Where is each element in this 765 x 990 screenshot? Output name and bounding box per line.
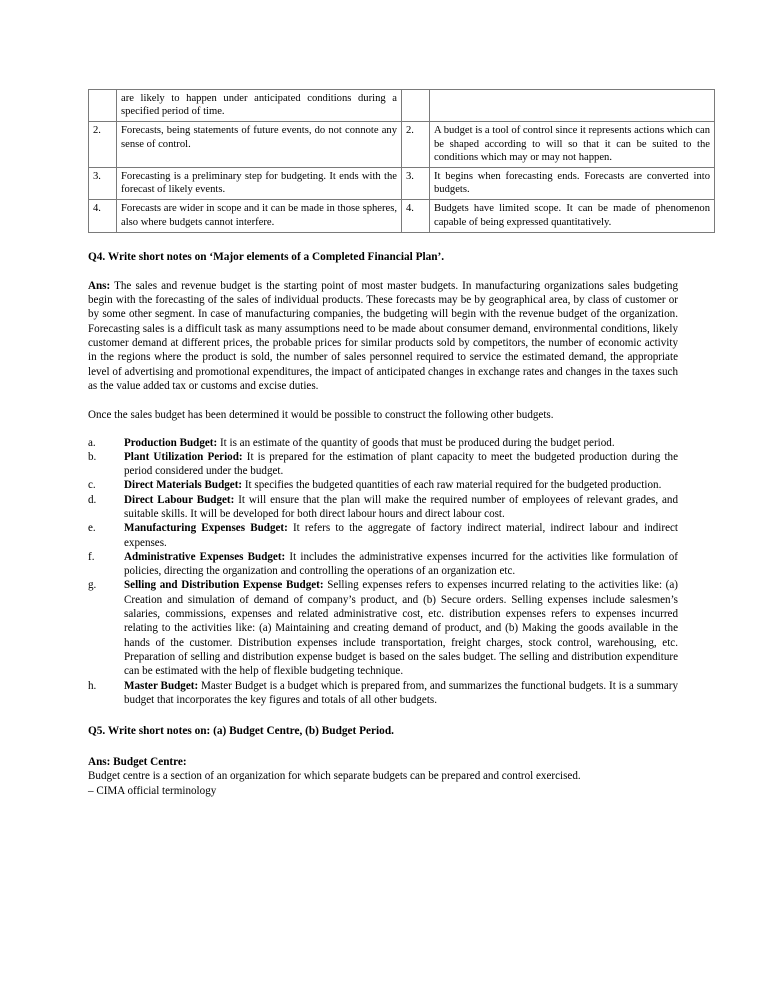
forecast-cell: Forecasting is a preliminary step for budgeting. It ends with the forecast of likely events. bbox=[117, 168, 402, 200]
list-item-term: Administrative Expenses Budget: bbox=[124, 550, 286, 563]
row-number-left: 3. bbox=[89, 168, 117, 200]
answer-line-1: Budget centre is a section of an organization for which separate budgets can be prepared and control exercised. bbox=[88, 770, 581, 783]
list-marker: b. bbox=[88, 450, 97, 463]
list-marker: e. bbox=[88, 522, 96, 535]
question-5-heading: Q5. Write short notes on: (a) Budget Centre, (b) Budget Period. bbox=[88, 725, 394, 738]
table-row bbox=[89, 122, 715, 168]
table-row bbox=[89, 90, 715, 122]
list-item-term: Manufacturing Expenses Budget: bbox=[124, 522, 288, 535]
answer-text: The sales and revenue budget is the starting point of most master budgets. In manufacturing organizations sales budgeting begin with the forecasting of the sales of individual products. These forecasts may be by geographical area, by class of customer or by some other segment. In case of manufacturing companies, the budgeting will begin with the revenue budget of the organization. Forecasting sales is a difficult task as many assumptions need to be made about consumer demand, environmental conditions, likely customer demand at different prices, the probable prices for similar products sold by competitors, the number of economic activity in the regions where the product is sold, the number of sales personnel required to service the estimated demand, the appropriate level of advertising and promotional expenditures, the impact of anticipated changes in exchange rates and changes in the taxes such as the value added tax or customs and excise duties. bbox=[88, 279, 678, 392]
page-content bbox=[88, 89, 710, 798]
list-item bbox=[88, 436, 678, 450]
list-item bbox=[88, 478, 678, 492]
forecast-cell: Forecasts, being statements of future events, do not connote any sense of control. bbox=[117, 122, 402, 168]
row-number-left bbox=[89, 90, 117, 122]
list-item-term: Direct Materials Budget: bbox=[124, 479, 243, 492]
list-marker: d. bbox=[88, 493, 97, 506]
forecast-cell: are likely to happen under anticipated conditions during a specified period of time. bbox=[117, 90, 402, 122]
budget-cell: It begins when forecasting ends. Forecasts are converted into budgets. bbox=[430, 168, 715, 200]
forecast-vs-budget-comparison-table bbox=[88, 89, 715, 233]
budget-cell bbox=[430, 90, 715, 122]
question-4-intro-paragraph: Once the sales budget has been determined it would be possible to construct the following other budgets. bbox=[88, 409, 554, 422]
list-item-term: Master Budget: bbox=[124, 679, 199, 692]
list-item-text: It is an estimate of the quantity of goods that must be produced during the budget period. bbox=[217, 436, 615, 449]
row-number-left: 4. bbox=[89, 200, 117, 232]
list-item bbox=[88, 550, 678, 579]
list-item bbox=[88, 578, 678, 678]
question-4-heading: Q4. Write short notes on ‘Major elements of a Completed Financial Plan’. bbox=[88, 250, 445, 263]
answer-label: Ans: bbox=[88, 279, 111, 292]
list-marker: f. bbox=[88, 550, 95, 563]
answer-label: Ans: Budget Centre: bbox=[88, 756, 187, 769]
list-item bbox=[88, 521, 678, 550]
row-number-right: 2. bbox=[402, 122, 430, 168]
list-marker: c. bbox=[88, 479, 96, 492]
list-item bbox=[88, 679, 678, 708]
budget-cell: A budget is a tool of control since it represents actions which can be shaped according to will so that it can be suited to the conditions which may or may not happen. bbox=[430, 122, 715, 168]
question-5-answer-block bbox=[88, 755, 678, 798]
list-item-text: It is prepared for the estimation of plant capacity to meet the budgeted production during the period considered under the budget. bbox=[124, 450, 679, 478]
row-number-right: 3. bbox=[402, 168, 430, 200]
list-item-term: Selling and Distribution Expense Budget: bbox=[124, 579, 324, 592]
answer-line-2: – CIMA official terminology bbox=[88, 784, 217, 797]
list-item-text: It includes the administrative expenses incurred for the activities like formulation of policies, directing the organization and controlling the operations of an organization etc. bbox=[124, 550, 679, 578]
list-marker: a. bbox=[88, 436, 96, 449]
forecast-cell: Forecasts are wider in scope and it can be made in those spheres, also where budgets cannot interfere. bbox=[117, 200, 402, 232]
table-row bbox=[89, 200, 715, 232]
list-item-text: It refers to the aggregate of factory indirect material, indirect labour and indirect expenses. bbox=[124, 522, 678, 549]
list-marker: g. bbox=[88, 579, 97, 592]
list-item-text: It specifies the budgeted quantities of each raw material required for the budgeted production. bbox=[242, 479, 662, 492]
row-number-left: 2. bbox=[89, 122, 117, 168]
list-item-term: Production Budget: bbox=[124, 436, 218, 449]
list-item bbox=[88, 450, 678, 479]
question-4-answer-paragraph bbox=[88, 279, 678, 393]
list-item-text: Master Budget is a budget which is prepared from, and summarizes the functional budgets. It is a summary budget that incorporates the key figures and totals of all other budgets. bbox=[124, 679, 678, 706]
list-marker: h. bbox=[88, 679, 97, 692]
list-item-term: Direct Labour Budget: bbox=[124, 493, 235, 506]
row-number-right: 4. bbox=[402, 200, 430, 232]
list-item-text: It will ensure that the plan will make the required number of employees of relevant grades, and suitable skills. It will be developed for both direct labour hours and direct labour cost. bbox=[124, 493, 679, 520]
budget-cell: Budgets have limited scope. It can be made of phenomenon capable of being expressed quantitatively. bbox=[430, 200, 715, 232]
table-body bbox=[89, 90, 715, 233]
row-number-right bbox=[402, 90, 430, 122]
table-row bbox=[89, 168, 715, 200]
list-item-term: Plant Utilization Period: bbox=[124, 450, 243, 463]
list-item bbox=[88, 493, 678, 522]
budget-types-list bbox=[88, 436, 678, 708]
list-item-text: Selling expenses refers to expenses incurred relating to the activities like: (a) Creation and simulation of demand of company’s product, and (b) Secure orders. Selling expenses include salesmen’s salaries, commissions, expenses and related administrative cost, etc. distribution expenses refers to expenses incurred relating to the activities like: (a) Maintaining and creating demand of product, and (b) Making the goods available in the hands of the customer. Distribution expenses include transportation, freight charges, stock control, warehousing, etc. Preparation of selling and distribution expense budget is based on the sales budget. The selling and distribution expenditure can be estimated with the help of flexible budgeting technique. bbox=[124, 579, 678, 678]
